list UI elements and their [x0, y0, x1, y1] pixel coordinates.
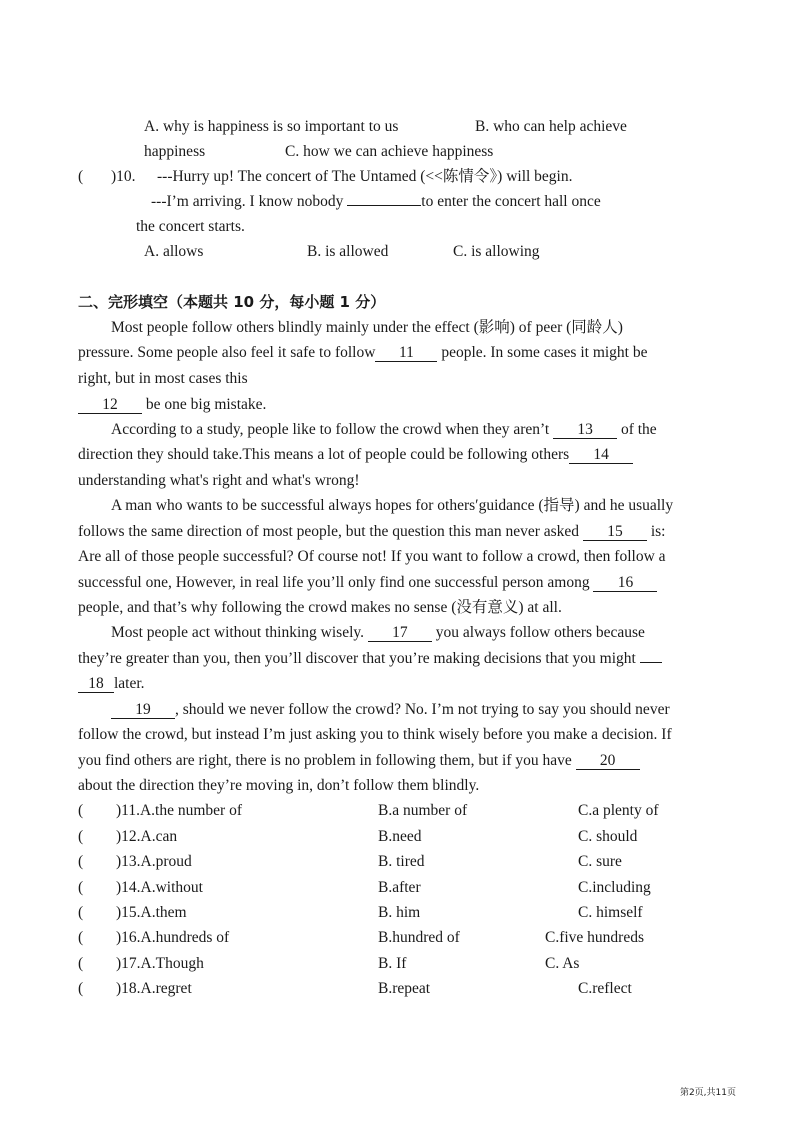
q17-paren[interactable]: ( — [78, 955, 84, 972]
q10-option-a: A. allows — [144, 243, 204, 260]
q14-option-c: C.including — [578, 879, 651, 896]
blank-12[interactable]: 12 — [78, 396, 142, 414]
q17-option-a: )17.A.Though — [116, 955, 204, 972]
q18-paren[interactable]: ( — [78, 980, 84, 997]
q14-option-a: )14.A.without — [116, 879, 203, 896]
q13-option-b: B. tired — [378, 853, 425, 870]
q16-option-a: )16.A.hundreds of — [116, 929, 230, 946]
blank-16[interactable]: 16 — [593, 574, 657, 592]
q17-option-b: B. If — [378, 955, 407, 972]
passage-p3-line4 — [78, 573, 657, 593]
q12-option-a: )12.A.can — [116, 828, 178, 845]
blank-11[interactable]: 11 — [375, 344, 437, 362]
q10-line2-post: to enter the concert hall once — [421, 193, 601, 210]
text: is: — [646, 523, 666, 540]
text: you always follow others because — [431, 624, 645, 641]
text: they’re greater than you, then you’ll discover that you’re making decisions that you might — [78, 650, 640, 667]
q12-option-c: C. should — [578, 828, 638, 845]
passage-p2-line2 — [78, 445, 633, 465]
q10-option-c: C. is allowing — [453, 243, 540, 260]
blank-15[interactable]: 15 — [583, 523, 647, 541]
q13-option-a: )13.A.proud — [116, 853, 192, 870]
text: Most people act without thinking wisely. — [111, 624, 368, 641]
passage-p3-line3: Are all of those people successful? Of course not! If you want to follow a crowd, then follow a — [78, 548, 666, 565]
passage-p1-line4 — [78, 395, 266, 415]
q12-paren[interactable]: ( — [78, 828, 84, 845]
q11-option-c: C.a plenty of — [578, 802, 659, 819]
text: you find others are right, there is no problem in following them, but if you have — [78, 752, 576, 769]
passage-p3-line5: people, and that’s why following the crowd makes no sense (没有意义) at all. — [78, 599, 562, 616]
q11-paren[interactable]: ( — [78, 802, 84, 819]
q10-line2 — [151, 192, 601, 212]
passage-p5-line2: follow the crowd, but instead I’m just asking you to think wisely before you make a decision. If — [78, 726, 672, 743]
passage-p2-line3: understanding what's right and what's wrong! — [78, 472, 360, 489]
q10-line2-pre: ---I’m arriving. I know nobody — [151, 193, 348, 210]
blank-18-start[interactable] — [640, 662, 662, 663]
q17-option-c: C. As — [545, 955, 580, 972]
text: , should we never follow the crowd? No. I’m not trying to say you should never — [175, 701, 670, 718]
option-a-prev: A. why is happiness is so important to us — [144, 118, 399, 135]
blank-18[interactable]: 18 — [78, 675, 114, 693]
option-b-prev-cont: happiness — [144, 143, 206, 160]
q16-option-c: C.five hundreds — [545, 929, 645, 946]
q16-option-b: B.hundred of — [378, 929, 460, 946]
passage-p2-line1 — [111, 420, 657, 440]
q10-blank[interactable] — [347, 205, 421, 206]
blank-19[interactable]: 19 — [111, 701, 175, 719]
blank-14[interactable]: 14 — [569, 446, 633, 464]
text: people. In some cases it might be — [437, 344, 648, 361]
text: According to a study, people like to follow the crowd when they aren’t — [111, 421, 554, 438]
option-b-prev: B. who can help achieve — [475, 118, 627, 135]
passage-p4-line1 — [111, 623, 645, 643]
passage-p1-line2 — [78, 343, 648, 363]
passage-p3-line1: A man who wants to be successful always hopes for others′guidance (指导) and he usually — [111, 497, 674, 514]
text: direction they should take.This means a lot of people could be following others — [78, 446, 570, 463]
q12-option-b: B.need — [378, 828, 422, 845]
text: later. — [114, 675, 145, 692]
q14-option-b: B.after — [378, 879, 421, 896]
text: of the — [617, 421, 657, 438]
page-footer: 第2页,共11页 — [679, 1088, 736, 1098]
passage-p1-line3: right, but in most cases this — [78, 370, 248, 387]
option-c-prev: C. how we can achieve happiness — [285, 143, 494, 160]
passage-p5-line3 — [78, 751, 640, 771]
q10-line1: ---Hurry up! The concert of The Untamed (<<陈情令》) will begin. — [157, 168, 573, 185]
q13-option-c: C. sure — [578, 853, 622, 870]
q11-option-a: )11.A.the number of — [116, 802, 242, 819]
q15-option-b: B. him — [378, 904, 421, 921]
q10-option-b: B. is allowed — [307, 243, 389, 260]
passage-p5-line4: about the direction they’re moving in, don’t follow them blindly. — [78, 777, 480, 794]
section-heading: 二、完形填空（本题共 10 分，每小题 1 分） — [78, 293, 386, 311]
q15-option-c: C. himself — [578, 904, 643, 921]
blank-17[interactable]: 17 — [368, 624, 432, 642]
blank-20[interactable]: 20 — [576, 752, 640, 770]
q10-number: )10. — [111, 168, 136, 185]
blank-13[interactable]: 13 — [553, 421, 617, 439]
text: pressure. Some people also feel it safe to follow — [78, 344, 376, 361]
q14-paren[interactable]: ( — [78, 879, 84, 896]
q18-option-a: )18.A.regret — [116, 980, 192, 997]
q15-paren[interactable]: ( — [78, 904, 84, 921]
passage-p5-line1 — [111, 700, 670, 720]
passage-p4-line2 — [78, 649, 662, 669]
q10-line3: the concert starts. — [136, 218, 245, 235]
passage-p4-line3 — [78, 674, 145, 694]
q18-option-b: B.repeat — [378, 980, 431, 997]
text: successful one, However, in real life you’ll only find one successful person among — [78, 574, 594, 591]
text: be one big mistake. — [142, 396, 267, 413]
passage-p3-line2 — [78, 522, 665, 542]
passage-p1-line1: Most people follow others blindly mainly under the effect (影响) of peer (同龄人) — [111, 319, 623, 336]
q10-paren: ( — [78, 168, 84, 185]
q18-option-c: C.reflect — [578, 980, 632, 997]
q11-option-b: B.a number of — [378, 802, 468, 819]
text: follows the same direction of most people, but the question this man never asked — [78, 523, 583, 540]
q15-option-a: )15.A.them — [116, 904, 187, 921]
q16-paren[interactable]: ( — [78, 929, 84, 946]
q13-paren[interactable]: ( — [78, 853, 84, 870]
